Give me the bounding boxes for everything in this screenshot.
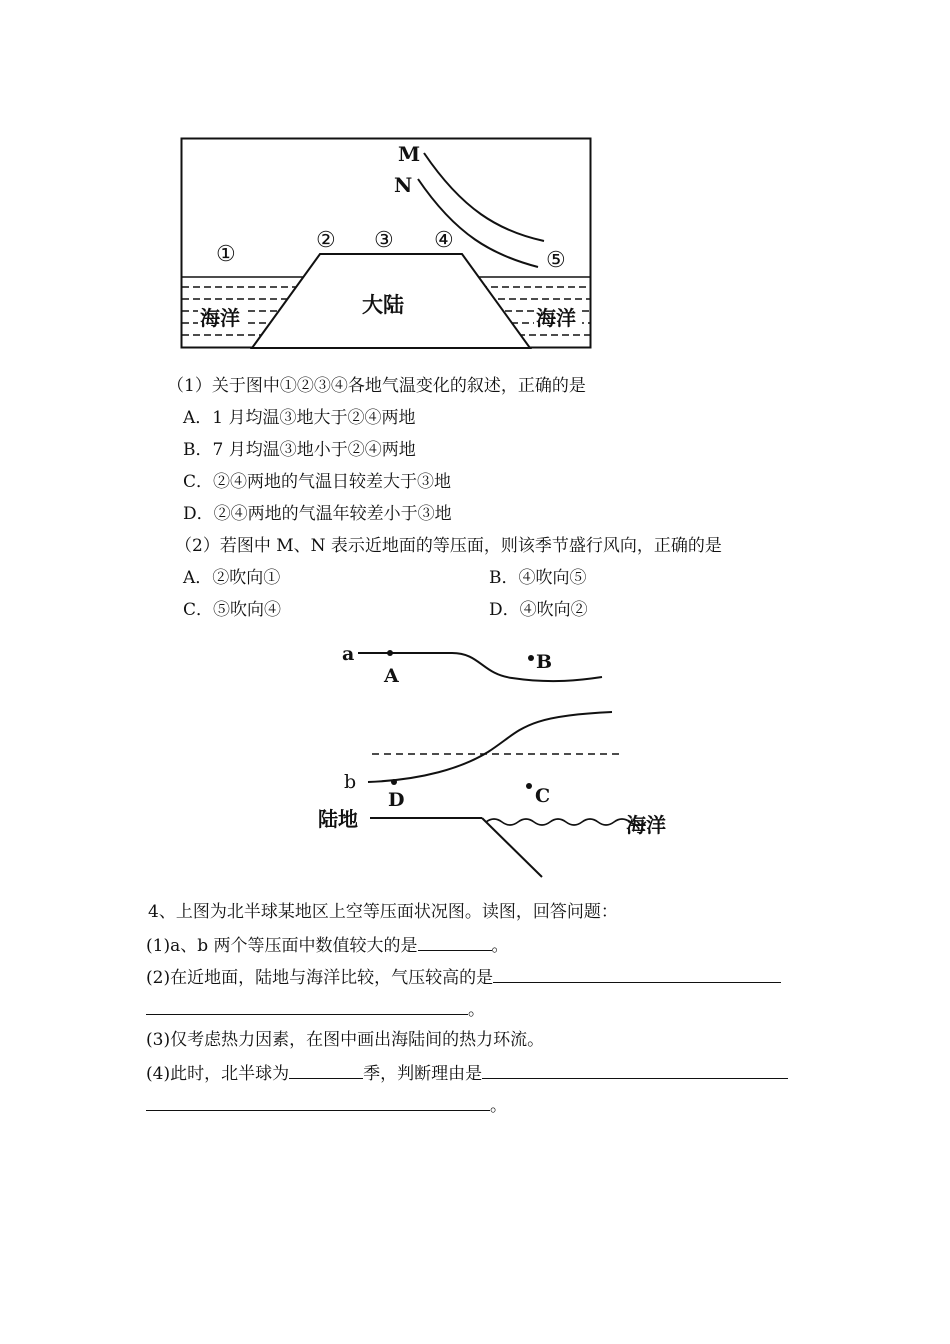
q2-option-d[interactable]: D．④吹向② xyxy=(489,600,588,620)
q2-option-c[interactable]: C．⑤吹向④ xyxy=(183,600,282,620)
q4-part4-blank-reason[interactable] xyxy=(482,1062,788,1079)
isobar-b xyxy=(368,712,612,782)
q2-stem: （2）若图中 M、N 表示近地面的等压面，则该季节盛行风向，正确的是 xyxy=(175,536,722,556)
q4-part4-line2 xyxy=(146,1094,507,1116)
location-3: ③ xyxy=(374,228,394,253)
q1-option-d[interactable]: D．②④两地的气温年较差小于③地 xyxy=(183,504,452,524)
q4-part4-mid: 季，判断理由是 xyxy=(363,1064,483,1084)
label-C: C xyxy=(535,785,551,807)
q4-part2-blank[interactable] xyxy=(493,966,781,983)
q4-part4-blank-reason-2[interactable] xyxy=(146,1094,490,1111)
q4-part4 xyxy=(146,1062,788,1084)
q4-part1-text: (1)a、b 两个等压面中数值较大的是 xyxy=(146,936,418,956)
q4-part2 xyxy=(146,966,781,988)
q4-part4-text: (4)此时，北半球为 xyxy=(146,1064,290,1084)
q4-part1 xyxy=(146,934,509,956)
q1-stem: （1）关于图中①②③④各地气温变化的叙述，正确的是 xyxy=(167,376,586,396)
label-N: N xyxy=(394,173,413,197)
label-M: M xyxy=(398,142,421,166)
q4-part1-blank[interactable] xyxy=(418,934,492,951)
label-a: a xyxy=(342,643,355,665)
q2-option-b[interactable]: B．④吹向⑤ xyxy=(489,568,587,588)
q1-option-c[interactable]: C．②④两地的气温日较差大于③地 xyxy=(183,472,452,492)
q4-part2-blank-2[interactable] xyxy=(146,998,468,1015)
continent-label: 大陆 xyxy=(362,292,404,317)
ocean-left-label: 海洋 xyxy=(200,306,240,330)
point-B-dot xyxy=(528,655,534,661)
q4-part2-end: 。 xyxy=(468,1000,485,1020)
sea-surface xyxy=(486,819,646,825)
land-label: 陆地 xyxy=(318,807,358,831)
ocean-right-label: 海洋 xyxy=(536,306,576,330)
q1-option-b[interactable]: B．7 月均温③地小于②④两地 xyxy=(183,440,416,460)
coast-slope xyxy=(482,818,542,877)
q1-option-a[interactable]: A．1 月均温③地大于②④两地 xyxy=(183,408,416,428)
figure-isobaric-surfaces xyxy=(312,636,684,882)
label-B: B xyxy=(536,651,553,673)
q4-part2-text: (2)在近地面，陆地与海洋比较，气压较高的是 xyxy=(146,968,494,988)
q4-intro: 4、上图为北半球某地区上空等压面状况图。读图，回答问题： xyxy=(148,902,618,922)
q4-part3: (3)仅考虑热力因素，在图中画出海陆间的热力环流。 xyxy=(146,1030,545,1050)
q2-option-a[interactable]: A．②吹向① xyxy=(183,568,281,588)
label-D: D xyxy=(388,789,405,811)
sea-label: 海洋 xyxy=(626,813,666,837)
figure-continent-ocean xyxy=(180,137,594,351)
location-5: ⑤ xyxy=(546,248,566,273)
point-D-dot xyxy=(391,779,397,785)
label-A: A xyxy=(384,665,399,687)
location-2: ② xyxy=(316,228,336,253)
q4-part2-line2 xyxy=(146,998,485,1020)
location-4: ④ xyxy=(434,228,454,253)
q4-part1-end: 。 xyxy=(491,936,509,956)
q4-part4-end: 。 xyxy=(490,1096,507,1116)
point-A-dot xyxy=(387,650,393,656)
q4-part4-blank-season[interactable] xyxy=(289,1062,363,1079)
label-b: b xyxy=(344,771,357,793)
location-1: ① xyxy=(216,242,236,267)
point-C-dot xyxy=(526,783,532,789)
